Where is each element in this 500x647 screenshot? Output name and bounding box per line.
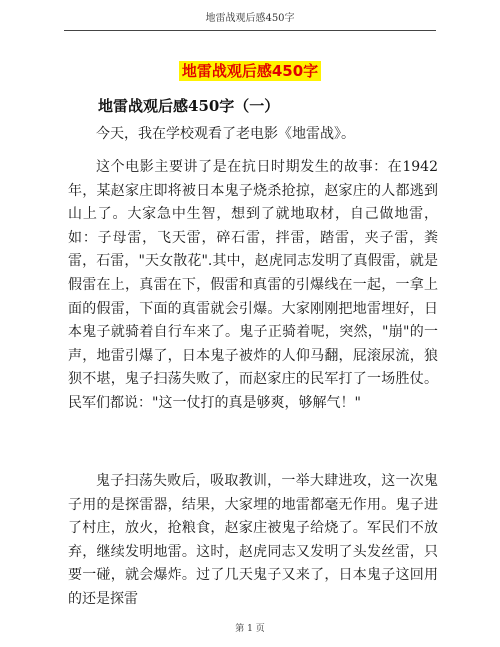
header-divider [64,30,436,31]
document-title-text: 地雷战观后感450字 [179,61,321,81]
paragraph-2 [68,156,438,416]
running-header: 地雷战观后感450字 [205,13,295,24]
paragraph-text: 今天，我在学校观看了老电影《地雷战》。 [96,126,355,142]
document-title [0,60,500,81]
paragraph-text: 这个电影主要讲了是在抗日时期发生的故事：在1942年，某赵家庄即将被日本鬼子烧杀抢掠，赵家庄的人都逃到山上了。大家急中生智，想到了就地取材，自己做地雷，如：子母雷，飞天雷，碎石雷，拌雷，踏雷，夹子雷，粪雷，石雷，"天女散花".其中，赵虎同志发明了真假雷，就是假雷在上，真雷在下，假雷和真雷的引爆线在一起，一拿上面的假雷，下面的真雷就会引爆。大家刚刚把地雷埋好，日本鬼子就骑着自行车来了。鬼子正骑着呢，突然，"崩"的一声，地雷引爆了，日本鬼子被炸的人仰马翻，屁滚尿流，狼狈不堪，鬼子扫荡失败了，而赵家庄的民军打了一场胜仗。民军们都说："这一仗打的真是够爽，够解气！" [68,159,438,411]
page-number: 第 1 页 [235,624,265,634]
paragraph-3 [68,470,438,612]
paragraph-text: 鬼子扫荡失败后，吸取教训，一举大肆进攻，这一次鬼子用的是探雷器，结果，大家埋的地雷都毫无作用。鬼子进了村庄，放火，抢粮食，赵家庄被鬼子给烧了。军民们不放弃，继续发明地雷。这时，赵虎同志又发明了头发丝雷，只要一碰，就会爆炸。过了几天鬼子又来了，日本鬼子这回用的还是探雷 [68,473,438,607]
section-heading: 地雷战观后感450字（一） [98,97,280,115]
paragraph-1 [68,123,438,147]
